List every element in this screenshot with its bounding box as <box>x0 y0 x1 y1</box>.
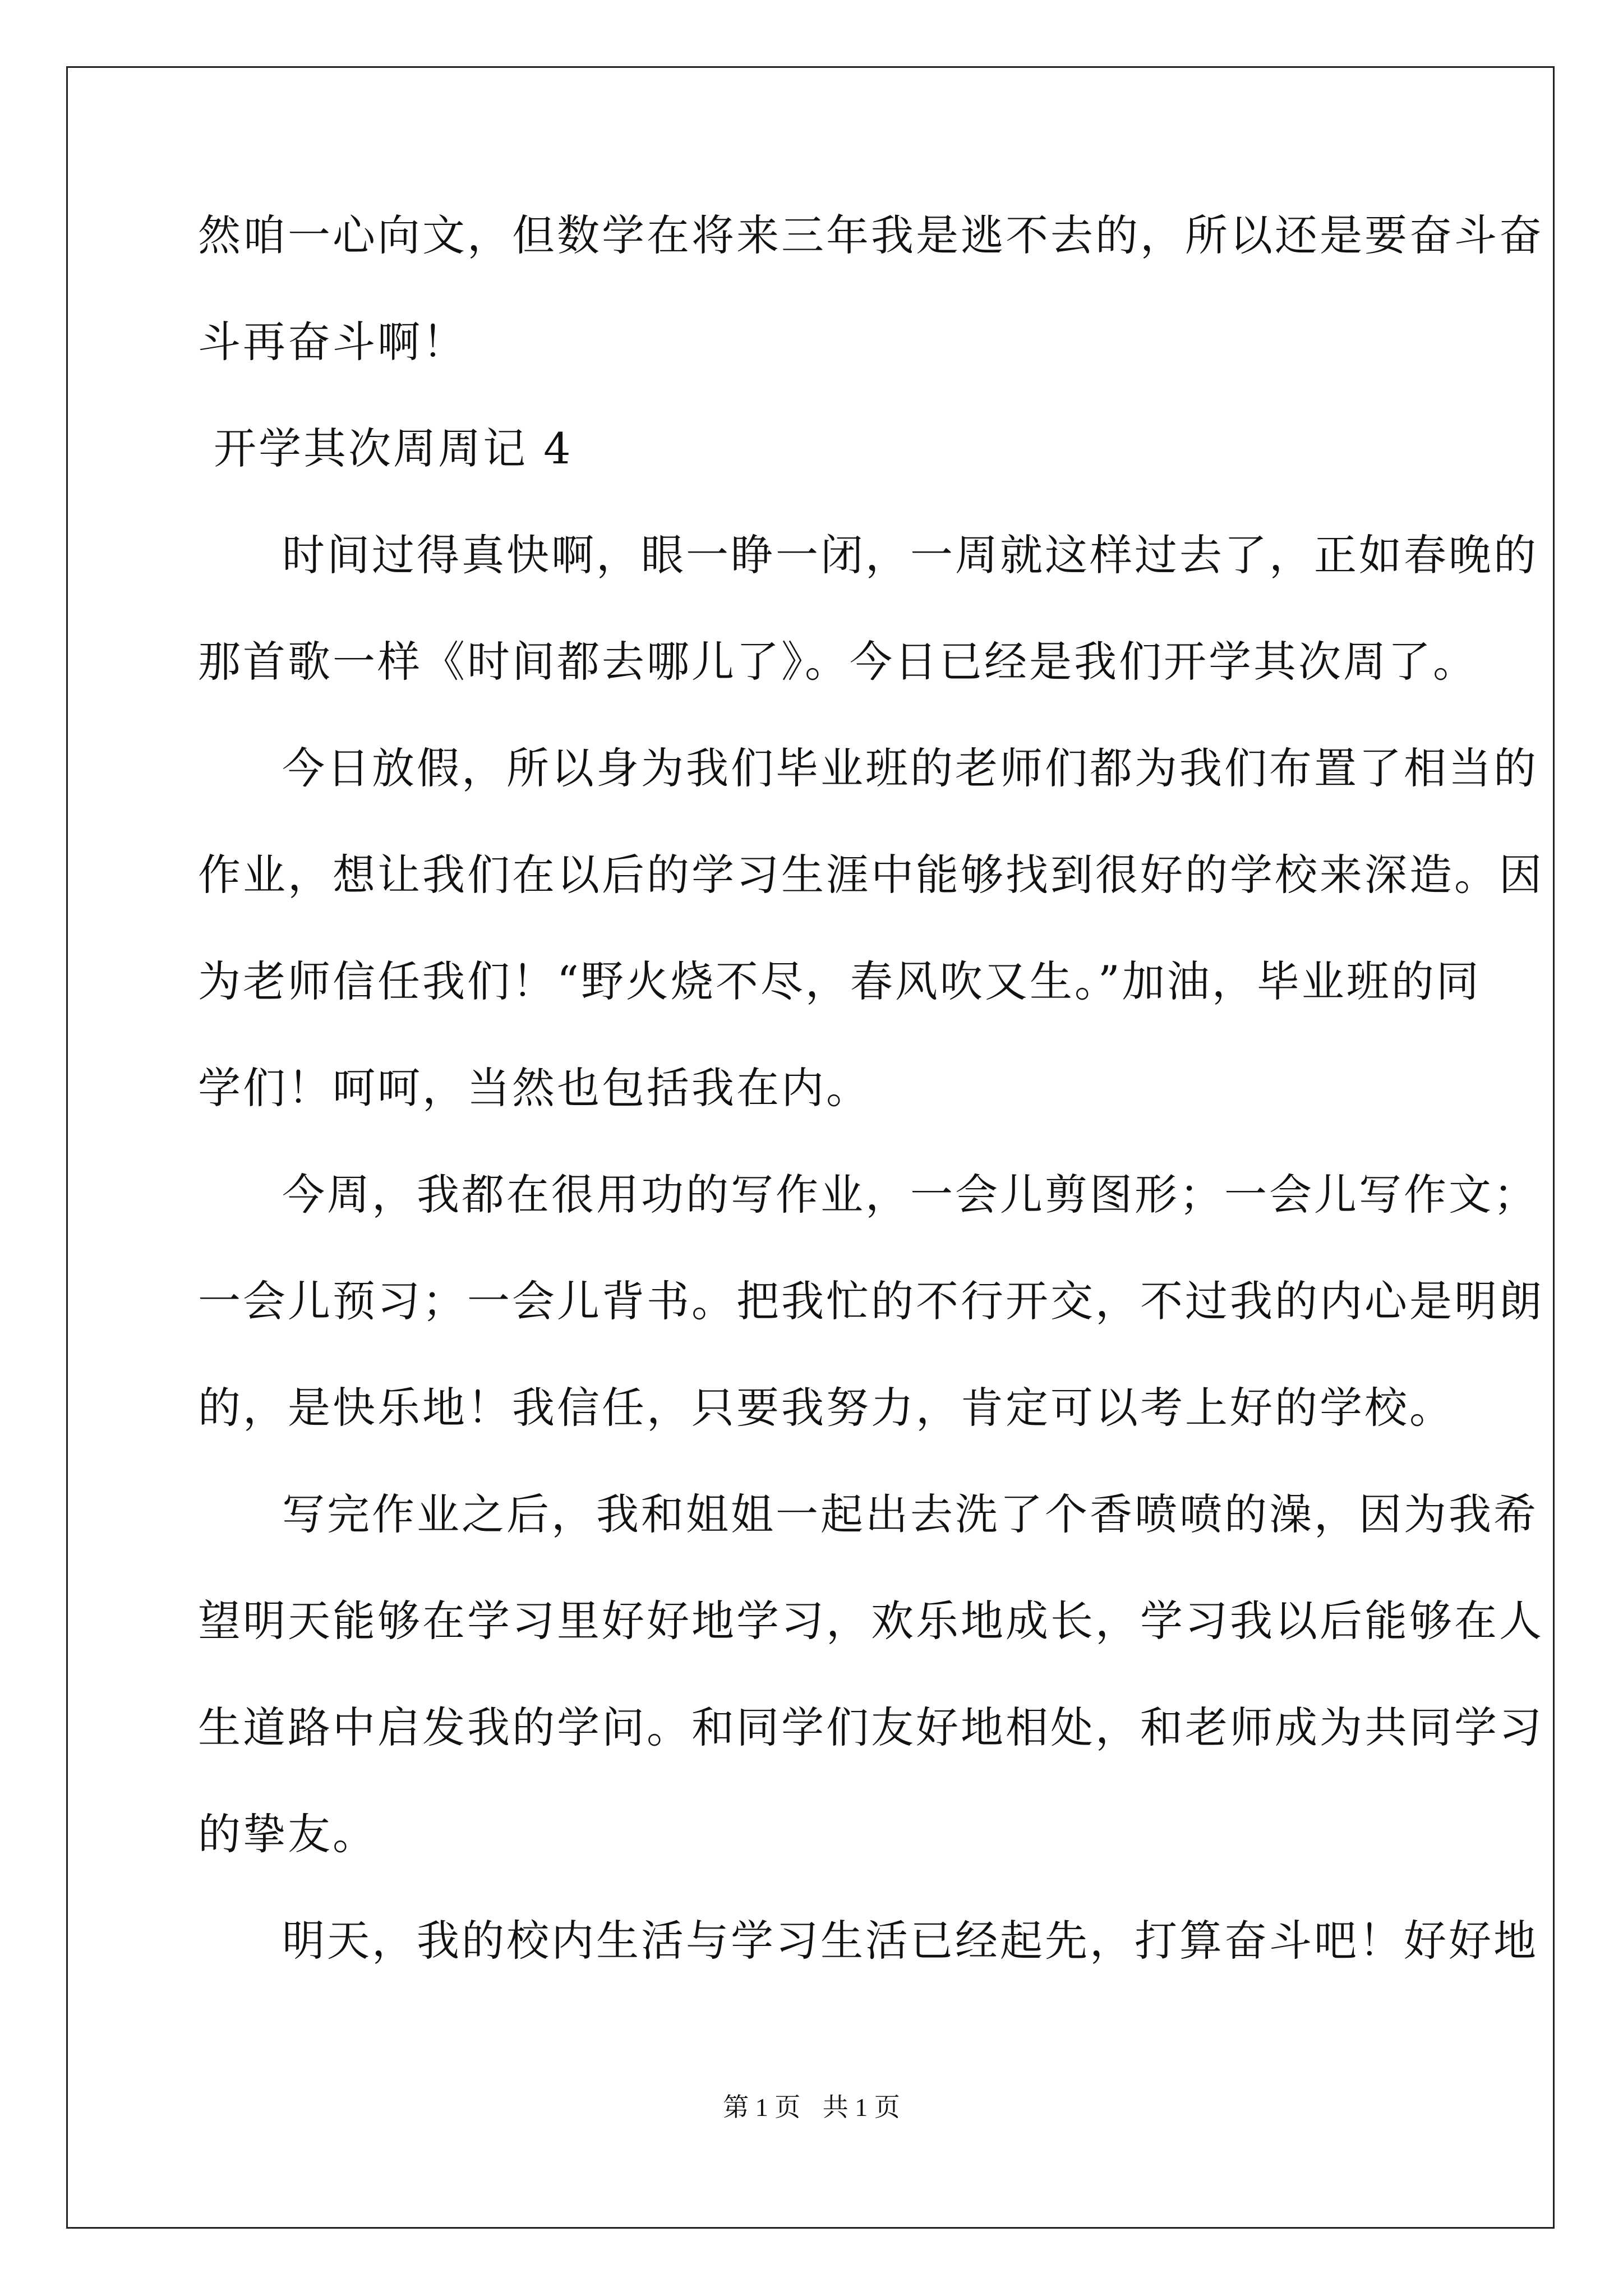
text-line: 写完作业之后，我和姐姐一起出去洗了个香喷喷的澡，因为我希 <box>282 1489 1538 1539</box>
text-line: 学们！呵呵，当然也包括我在内。 <box>198 1063 871 1113</box>
page-number: 第 1 页 <box>723 2093 801 2122</box>
text-line: 今周，我都在很用功的写作业，一会儿剪图形；一会儿写作文； <box>282 1170 1538 1220</box>
text-line: 今日放假，所以身为我们毕业班的老师们都为我们布置了相当的 <box>282 743 1538 793</box>
section-heading: 开学其次周周记 4 <box>214 424 573 473</box>
text-line: 时间过得真快啊，眼一睁一闭，一周就这样过去了，正如春晚的 <box>282 530 1538 580</box>
text-line: 作业，想让我们在以后的学习生涯中能够找到很好的学校来深造。因 <box>198 850 1544 900</box>
text-line: 的，是快乐地！我信任，只要我努力，肯定可以考上好的学校。 <box>198 1383 1454 1433</box>
page-footer <box>0 2087 1623 2124</box>
text-line: 然咱一心向文，但数学在将来三年我是逃不去的，所以还是要奋斗奋 <box>198 210 1544 260</box>
page-total: 共 1 页 <box>822 2093 900 2122</box>
text-line: 生道路中启发我的学问。和同学们友好地相处，和老师成为共同学习 <box>198 1703 1544 1752</box>
page-border <box>66 66 1555 2229</box>
text-line: 斗再奋斗啊！ <box>198 317 467 367</box>
text-line: 明天，我的校内生活与学习生活已经起先，打算奋斗吧！好好地 <box>282 1916 1538 1966</box>
text-line: 那首歌一样《时间都去哪儿了》。今日已经是我们开学其次周了。 <box>198 637 1478 687</box>
text-line: 一会儿预习；一会儿背书。把我忙的不行开交，不过我的内心是明朗 <box>198 1276 1544 1326</box>
text-line: 的挚友。 <box>198 1809 377 1859</box>
text-line: 为老师信任我们！“野火烧不尽，春风吹又生。”加油，毕业班的同 <box>198 956 1481 1006</box>
text-line: 望明天能够在学习里好好地学习，欢乐地成长，学习我以后能够在人 <box>198 1596 1544 1646</box>
